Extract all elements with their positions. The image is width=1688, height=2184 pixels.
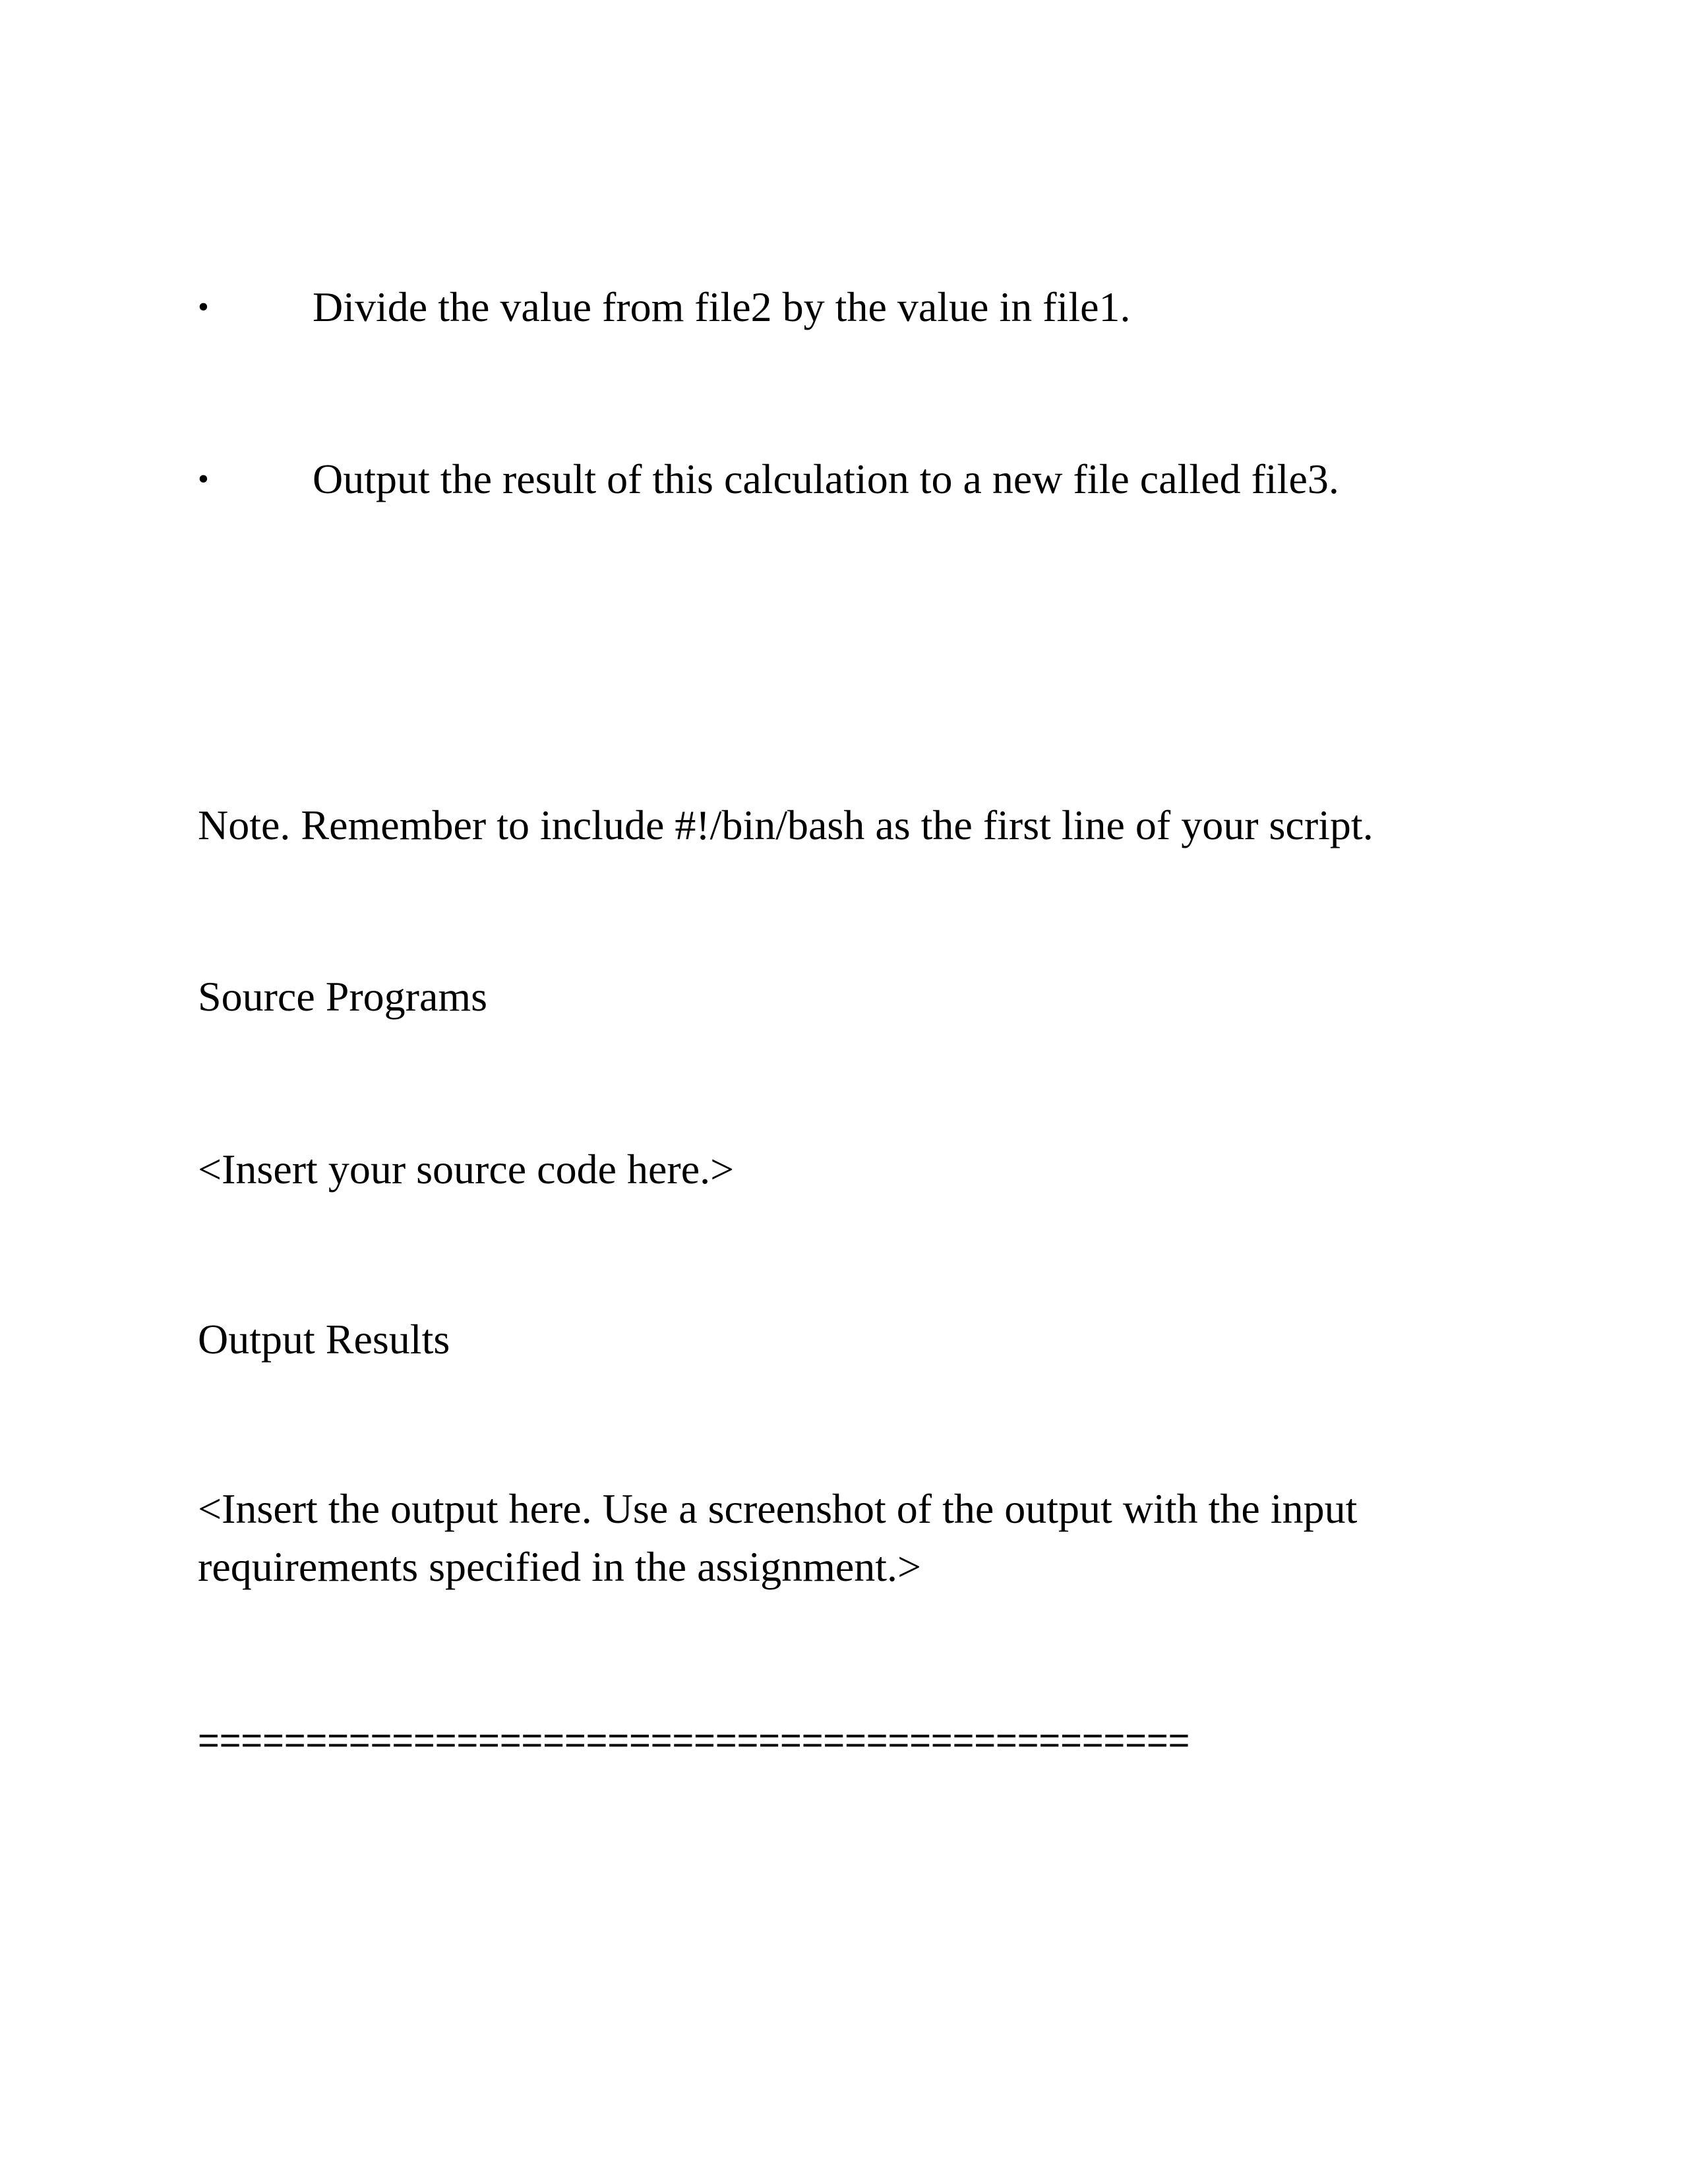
note-paragraph: Note. Remember to include #!/bin/bash as the first line of your script. — [198, 802, 1373, 848]
source-code-placeholder: <Insert your source code here.> — [198, 1146, 735, 1193]
output-results-heading: Output Results — [198, 1316, 450, 1363]
bullet-dot-icon: • — [198, 289, 209, 324]
bullet-text: Divide the value from file2 by the value in file1. — [313, 283, 1131, 330]
bullet-dot-icon: • — [198, 461, 209, 496]
separator-line: ============================================== — [198, 1719, 1190, 1761]
output-placeholder: <Insert the output here. Use a screenshot of the output with the input requirements specified in the assignment.> — [198, 1485, 1358, 1590]
bullet-text: Output the result of this calculation to a new file called file3. — [313, 456, 1339, 502]
source-programs-heading: Source Programs — [198, 973, 488, 1020]
